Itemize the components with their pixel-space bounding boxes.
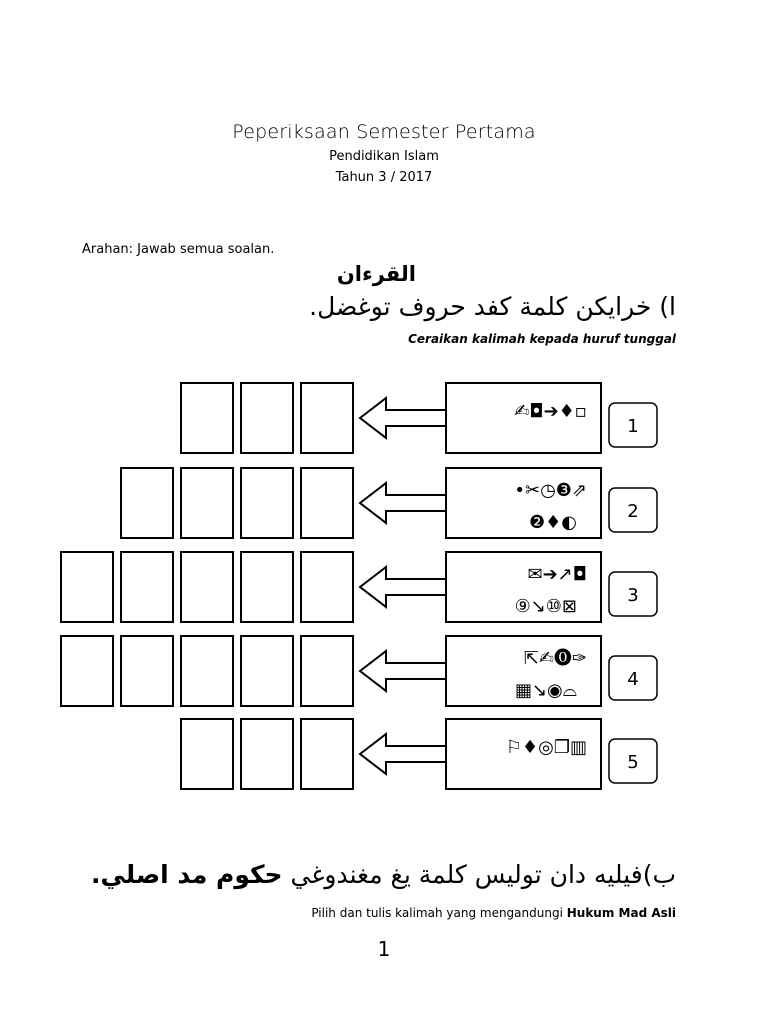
clue-symbols-line2: ⑨↘⑩⊠: [514, 596, 577, 617]
question-a-rumi: Ceraikan kalimah kepada huruf tunggal: [408, 332, 676, 346]
answer-cell[interactable]: [121, 552, 173, 622]
answer-cell[interactable]: [301, 552, 353, 622]
answer-cell[interactable]: [181, 552, 233, 622]
answer-cell[interactable]: [241, 636, 293, 706]
question-number: 1: [627, 416, 639, 437]
question-b-jawi-plain: ب)فيليه دان توليس كلمة يغ مغندوغي: [282, 860, 676, 889]
clue-symbols-line1: ✍◘➔♦▫: [514, 401, 587, 422]
exam-title: Peperiksaan Semester Pertama: [232, 121, 536, 143]
answer-cell[interactable]: [181, 383, 233, 453]
answer-cell[interactable]: [301, 383, 353, 453]
answer-cell[interactable]: [121, 468, 173, 538]
answer-cell[interactable]: [61, 552, 113, 622]
answer-cell[interactable]: [61, 636, 113, 706]
subject-name: Pendidikan Islam: [329, 149, 439, 164]
clue-symbols-line1: ⚐♦◎❐▥: [505, 737, 587, 758]
question-number: 4: [627, 669, 639, 690]
arrow-left-icon: [360, 398, 446, 438]
question-b-rumi-bold: Hukum Mad Asli: [566, 906, 676, 920]
answer-cell[interactable]: [241, 719, 293, 789]
answer-cell[interactable]: [241, 468, 293, 538]
answer-cell[interactable]: [181, 468, 233, 538]
question-number: 5: [627, 752, 639, 773]
question-b-jawi-bold: حكوم مد اصلي.: [90, 860, 283, 889]
question-b-rumi-plain: Pilih dan tulis kalimah yang mengandungi: [311, 906, 567, 920]
answer-cell[interactable]: [301, 468, 353, 538]
clue-symbols-line2: ❷♦◐: [529, 512, 577, 533]
answer-cell[interactable]: [241, 552, 293, 622]
section-title: القرءان: [336, 262, 416, 286]
question-number: 2: [627, 501, 639, 522]
question-b-jawi: [91, 860, 676, 889]
exam-year: Tahun 3 / 2017: [335, 170, 433, 185]
page-number: 1: [377, 937, 391, 961]
clue-box: [446, 468, 601, 538]
question-b-rumi: [311, 906, 676, 920]
answer-cell[interactable]: [301, 636, 353, 706]
arrow-left-icon: [360, 734, 446, 774]
clue-symbols-line2: ▦↘◉⌓: [514, 680, 577, 701]
question-number: 3: [627, 585, 639, 606]
clue-symbols-line1: ⇱✍⓿✑: [523, 648, 587, 669]
arrow-left-icon: [360, 483, 446, 523]
clue-symbols-line1: ✉➔↗◘: [527, 564, 587, 585]
answer-cell[interactable]: [181, 636, 233, 706]
arrow-left-icon: [360, 567, 446, 607]
answer-cell[interactable]: [241, 383, 293, 453]
answer-cell[interactable]: [121, 636, 173, 706]
instruction-text: Arahan: Jawab semua soalan.: [82, 242, 275, 257]
answer-cell[interactable]: [301, 719, 353, 789]
clue-symbols-line1: •✂◷❸⇗: [514, 480, 587, 501]
arrow-left-icon: [360, 651, 446, 691]
answer-cell[interactable]: [181, 719, 233, 789]
question-a-jawi: ا) خرايكن كلمة كفد حروف توغضل.: [309, 292, 676, 321]
